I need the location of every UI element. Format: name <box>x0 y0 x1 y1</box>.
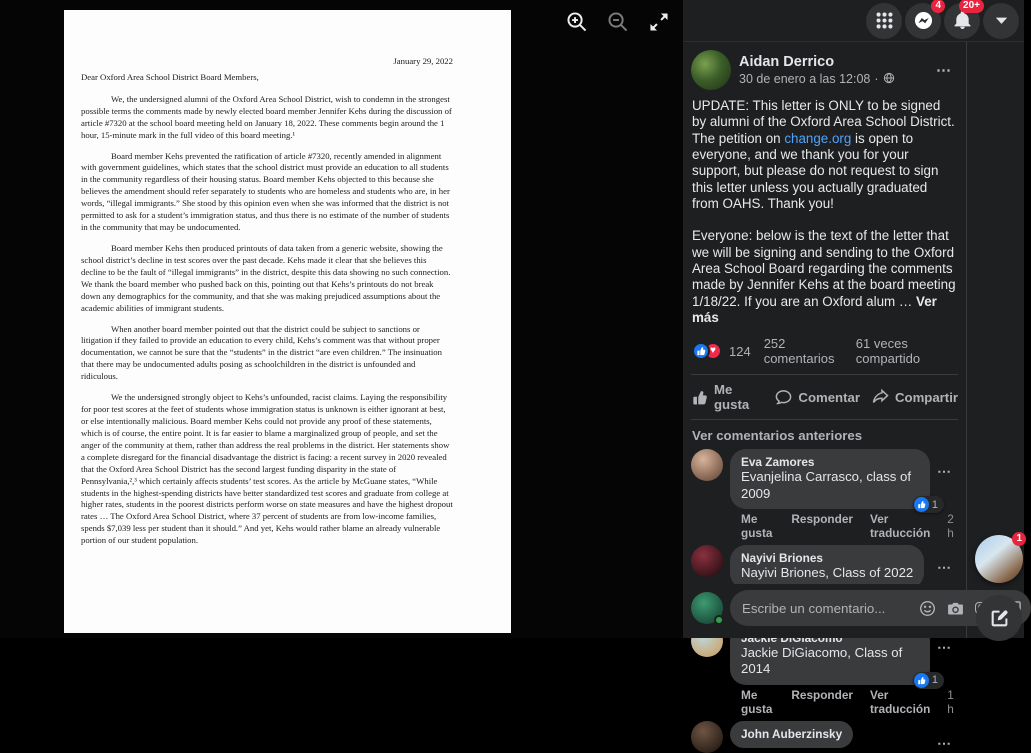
comment-reply-action[interactable]: Responder <box>791 512 853 527</box>
panel-divider <box>966 42 967 638</box>
post-timestamp[interactable]: 30 de enero a las 12:08 <box>739 72 871 86</box>
letter-paragraph: When another board member pointed out that the district could be subject to sanctions or litigation if they failed to provide an education to every child, Kehs’s comment was that without proper documentation, we cannot be sure that the “students” in the district “are even children.” The insinuation that there may be undocumented adults posing as schoolchildren in the district is unfounded and ridiculous. <box>81 323 442 382</box>
comment-menu-icon[interactable]: ⋯ <box>937 638 952 655</box>
emoji-icon[interactable] <box>919 600 936 617</box>
camera-icon[interactable] <box>947 600 964 617</box>
notifications-badge: 20+ <box>959 0 984 13</box>
online-status-dot <box>714 615 724 625</box>
facebook-topbar <box>683 0 1024 42</box>
post-timestamp-row <box>739 72 922 87</box>
shares-count[interactable]: 61 veces compartido <box>855 336 921 367</box>
comment-author-name[interactable]: Eva Zamores <box>741 455 815 470</box>
engagement-row <box>683 326 966 374</box>
messenger-badge: 4 <box>931 0 945 13</box>
letter-body <box>81 94 453 547</box>
post-text <box>683 95 966 326</box>
love-reaction-icon: ♥ <box>704 342 722 360</box>
letter-date: January 29, 2022 <box>393 56 453 66</box>
thumb-up-icon <box>691 389 708 406</box>
zoom-in-icon[interactable] <box>566 11 588 33</box>
reaction-icons[interactable] <box>692 342 722 360</box>
pencil-square-icon <box>989 608 1010 629</box>
comment-bubble[interactable] <box>730 545 924 589</box>
comment-main <box>730 625 958 716</box>
comment-time[interactable]: 2 h <box>947 512 954 541</box>
comment-like-action[interactable]: Me gusta <box>741 512 773 541</box>
comment-text: Nayivi Briones, Class of 2022 <box>741 565 914 581</box>
comment-menu-icon[interactable]: ⋯ <box>937 734 952 751</box>
comment-like-badge[interactable] <box>913 672 944 689</box>
comment-like-count: 1 <box>931 498 938 511</box>
comment-author-avatar[interactable] <box>691 545 723 577</box>
post-author-meta <box>739 54 922 87</box>
apps-grid-icon[interactable] <box>866 3 902 39</box>
change-org-link[interactable]: change.org <box>784 130 852 146</box>
chat-head-badge: 1 <box>1012 532 1026 546</box>
share-arrow-icon <box>872 389 889 406</box>
comment-main <box>730 449 958 540</box>
post-text-segment: is open to everyone, and we thank you for your support, but please do not request to sign this letter unless you actually graduated from OAHS. Thank you! <box>692 130 939 212</box>
comment-reply-action[interactable]: Responder <box>791 687 853 702</box>
comment-time[interactable]: 1 h <box>947 687 954 716</box>
composer-avatar[interactable] <box>691 592 723 624</box>
comment-author-name[interactable]: Nayivi Briones <box>741 551 823 566</box>
facebook-panel <box>683 0 1024 751</box>
letter-paragraph: Board member Kehs prevented the ratification of article #7320, recently amended in alignment with government guidelines, which states that the school district must provide an education to all students in the community regardless of their housing status. Board member Kehs objected to this because she believes the amendment should refer separately to students who are homeless and students who are, in her words, “illegal immigrants.” She stood by this opinion even when she was informed that the district is not permitted to ask for a student’s immigration status, and thus there is no estimate of the number of students in the community that may be undocumented. <box>81 150 450 233</box>
comment-author-avatar[interactable] <box>691 721 723 753</box>
comment-composer <box>683 584 966 638</box>
comment-actions <box>741 512 958 540</box>
comment-like-action[interactable]: Me gusta <box>741 687 773 716</box>
like-button[interactable] <box>685 378 769 416</box>
viewer-controls <box>566 11 670 33</box>
comment-button[interactable] <box>769 378 866 416</box>
comment-menu-icon[interactable]: ⋯ <box>937 559 952 576</box>
letter-salutation: Dear Oxford Area School District Board Members, <box>81 71 259 82</box>
new-message-button[interactable] <box>976 595 1022 641</box>
comment-bubble[interactable] <box>730 449 938 511</box>
comment-button-label: Comentar <box>798 389 860 405</box>
comment-like-badge[interactable] <box>913 496 944 513</box>
globe-icon <box>883 72 895 87</box>
comment-author-avatar[interactable] <box>691 449 723 481</box>
dot-separator: · <box>874 72 879 86</box>
post-text-segment: Everyone: below is the text of the letter that we will be signing and sending to the Oxford Area School Board regarding the comments made by Jennifer Kehs at the board meeting 1/18/22. If you are an Oxford alum … <box>692 228 956 309</box>
share-button-label: Compartir <box>894 389 958 405</box>
comment-main <box>730 721 958 753</box>
comment-bubble-icon <box>775 389 792 406</box>
like-button-label: Me gusta <box>714 382 750 413</box>
letter-paragraph: Board member Kehs then produced printouts of data taken from a generic website, showing the school district’s decline in test scores over the past decade. Kehs made it clear that she believes this decline to be the fault of “illegal immigrants” in the district, despite this data showing no such connection. We thank the board member who pushed back on this, pointing out that Kehs’s printouts do not break down any demographics for the community, and that she was making prejudiced assumptions about the academic abilities of immigrant students. <box>81 242 451 313</box>
share-button[interactable] <box>866 378 964 416</box>
like-icon <box>914 497 929 512</box>
comment <box>691 449 958 540</box>
comment <box>691 625 958 716</box>
comments-count[interactable]: 252 comentarios <box>763 336 835 367</box>
post-menu-icon[interactable]: ⋯ <box>936 62 952 79</box>
letter-content <box>64 10 511 574</box>
comment-translate-action[interactable]: Ver traducción <box>870 512 931 541</box>
post-actions <box>683 375 966 419</box>
like-icon <box>914 673 929 688</box>
comment-input[interactable] <box>742 601 919 616</box>
comment-text: Jackie DiGiacomo, Class of 2014 <box>741 644 903 677</box>
post-header <box>683 42 966 95</box>
post-column <box>683 42 966 751</box>
comment-actions <box>741 688 958 716</box>
reactions-count[interactable]: 124 <box>729 343 751 359</box>
caret-down-icon[interactable] <box>983 3 1019 39</box>
messenger-icon[interactable] <box>905 0 941 39</box>
letter-paragraph: We the undersigned strongly object to Kehs’s unfounded, racist claims. Laying the responsibility for poor test scores at the feet of students whose immigration status is unknown is either ignorant at best, or else intentionally malicious. Board member Kehs could not provide any proof of these statements, which is of course, the entire point. It is far easier to blame a marginalized group of people, and set the anger of the community at them, rather than address the real problems in the district. Her statements show a complete disregard for the financial disadvantage the district is facing: a recent survey in 2020 revealed that the Oxford Area School District has the second largest funding disparity in the state of Pennsylvania,²,³ which certainly affects students’ test scores. As the article by McGuane states, “While students in the highest-spending districts have better standardized test scores and graduate from college at higher rates, students in the poorest districts perform worse on state measures and have the highest dropout rates … The Oxford Area School District, where 37 percent of students are from low-income families, spends $7,039 less per student than it should.” And yet, Kehs would rather blame an already vulnerable portion of our student population. <box>81 392 453 546</box>
post-paragraph <box>692 228 957 326</box>
comment-translate-action[interactable]: Ver traducción <box>870 687 931 716</box>
zoom-out-icon[interactable] <box>607 11 629 33</box>
bell-icon[interactable] <box>944 0 980 39</box>
post-paragraph <box>692 98 957 212</box>
comment-like-count: 1 <box>931 674 938 687</box>
comment-menu-icon[interactable]: ⋯ <box>937 463 952 480</box>
comment-bubble[interactable] <box>730 721 853 748</box>
chat-head-avatar[interactable] <box>975 535 1023 583</box>
letter-document[interactable] <box>64 10 511 633</box>
expand-icon[interactable] <box>648 11 670 33</box>
comment-text: Evanjelina Carrasco, class of 2009 <box>741 469 912 501</box>
post-author-name[interactable]: Aidan Derrico <box>739 53 835 70</box>
letter-paragraph: We, the undersigned alumni of the Oxford Area School District, wish to condemn in the strongest possible terms the comments made by newly elected board member Jennifer Kehs during the discussion of article #7320 at the school board meeting held on January 18, 2022. These comments begin around the 1 hour, 15-minute mark in the full video of this board meeting.¹ <box>81 93 452 140</box>
comment <box>691 721 958 753</box>
post-author-avatar[interactable] <box>691 50 731 90</box>
see-more-link[interactable]: Ver más <box>692 293 937 326</box>
comment-author-name[interactable]: John Auberzinsky <box>741 726 843 741</box>
view-previous-comments[interactable]: Ver comentarios anteriores <box>692 428 863 444</box>
post-text-segment: UPDATE: This letter is ONLY to be signed by alumni of the Oxford Area School District. The petition on <box>692 98 955 146</box>
